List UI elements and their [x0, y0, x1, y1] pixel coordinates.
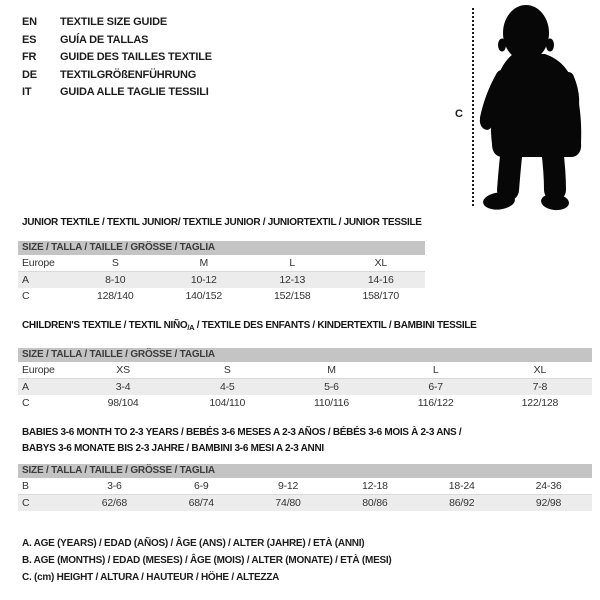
table-row	[18, 272, 425, 289]
children-heading-text-rest: / TEXTILE DES ENFANTS / KINDERTEXTIL / BAMBINI TESSILE	[194, 320, 477, 331]
table-cell: 9-12	[245, 478, 332, 495]
table-cell: 116/122	[417, 397, 454, 409]
table-cell: 18-24	[418, 478, 505, 495]
table-cell: 122/128	[521, 397, 559, 409]
table-row	[18, 255, 425, 272]
babies-heading-line1: BABIES 3-6 MONTH TO 2-3 YEARS / BEBÉS 3-6 MESES A 2-3 AÑOS / BÉBÉS 3-6 MOIS À 2-3 ANS /	[22, 427, 462, 438]
table-cell: 104/110	[209, 397, 246, 409]
table-cell: 62/68	[71, 495, 158, 512]
babies-heading-line2: BABYS 3-6 MONATE BIS 2-3 JAHRE / BAMBINI 3-6 MESI A 2-3 ANNI	[22, 442, 324, 454]
table-row	[18, 362, 592, 379]
legend-line: A. AGE (YEARS) / EDAD (AÑOS) / ÂGE (ANS) / ALTER (JAHRE) / ETÀ (ANNI)	[22, 538, 365, 549]
language-code: EN	[22, 16, 37, 28]
language-row	[22, 67, 212, 85]
row-label: C	[22, 397, 30, 409]
table-cell: 24-36	[505, 478, 592, 495]
table-cell: L	[248, 255, 337, 272]
row-label: C	[22, 290, 30, 302]
table-cell: 12-18	[331, 478, 418, 495]
baby-figure-area	[440, 0, 600, 220]
table-cell: 6-9	[158, 478, 245, 495]
children-section-heading	[22, 320, 477, 334]
table-row	[18, 395, 592, 411]
babies-section-heading	[22, 425, 461, 456]
junior-section-heading: JUNIOR TEXTILE / TEXTIL JUNIOR/ TEXTILE JUNIOR / JUNIORTEXTIL / JUNIOR TESSILE	[22, 217, 422, 228]
table-cell: 3-6	[71, 478, 158, 495]
table-cell: S	[175, 362, 279, 379]
language-row	[22, 84, 212, 102]
table-cell: 10-12	[160, 272, 249, 289]
table-cell: M	[160, 255, 249, 272]
row-label: C	[18, 495, 71, 512]
height-measure-label: C	[455, 108, 463, 120]
table-cell: 14-16	[337, 272, 426, 289]
language-row	[22, 14, 212, 32]
table-row	[18, 495, 592, 512]
table-cell: 140/152	[185, 290, 223, 302]
language-row	[22, 32, 212, 50]
table-cell: L	[384, 362, 488, 379]
table-cell: S	[71, 255, 160, 272]
children-size-table	[18, 348, 592, 411]
language-title: GUÍA DE TALLAS	[60, 33, 149, 46]
table-cell: 12-13	[248, 272, 337, 289]
language-code: FR	[22, 51, 37, 63]
table-cell: XL	[488, 362, 592, 379]
table-cell: 74/80	[245, 495, 332, 512]
table-cell: 92/98	[505, 495, 592, 512]
size-header-bar: SIZE / TALLA / TAILLE / GRÖSSE / TAGLIA	[18, 241, 425, 255]
babies-size-table	[18, 464, 592, 511]
table-cell: M	[279, 362, 383, 379]
baby-silhouette-icon	[478, 2, 600, 214]
row-label: A	[18, 272, 71, 289]
size-header-bar: SIZE / TALLA / TAILLE / GRÖSSE / TAGLIA	[18, 348, 592, 362]
table-cell: 128/140	[96, 290, 134, 302]
row-label: B	[18, 478, 71, 495]
size-header-bar: SIZE / TALLA / TAILLE / GRÖSSE / TAGLIA	[18, 464, 592, 478]
language-row	[22, 49, 212, 67]
table-cell: 3-4	[71, 379, 175, 396]
table-row	[18, 379, 592, 396]
table-cell: 5-6	[279, 379, 383, 396]
table-cell: 110/116	[313, 397, 349, 409]
language-title-list	[22, 14, 212, 102]
table-cell: 152/158	[273, 290, 311, 302]
junior-size-table	[18, 241, 425, 304]
size-table-grid	[18, 362, 592, 411]
table-cell: 80/86	[331, 495, 418, 512]
table-cell: XL	[337, 255, 426, 272]
table-cell: XS	[71, 362, 175, 379]
table-cell: 86/92	[418, 495, 505, 512]
table-cell: 8-10	[71, 272, 160, 289]
table-cell: 158/170	[362, 290, 400, 302]
table-cell: 98/104	[107, 397, 139, 409]
row-label: A	[18, 379, 71, 396]
language-title: GUIDE DES TAILLES TEXTILE	[60, 51, 212, 63]
language-title: TEXTILGRÖßENFÜHRUNG	[60, 68, 197, 81]
table-row	[18, 478, 592, 495]
language-code: IT	[22, 86, 32, 98]
table-cell: 7-8	[488, 379, 592, 396]
table-cell: 4-5	[175, 379, 279, 396]
children-heading-subscript: /A	[187, 323, 195, 332]
table-cell: 6-7	[384, 379, 488, 396]
legend-line: C. (cm) HEIGHT / ALTURA / HAUTEUR / HÖHE / ALTEZZA	[22, 572, 280, 584]
children-heading-text: CHILDREN'S TEXTILE / TEXTIL NIÑO	[22, 320, 188, 331]
height-measure-dotted-line	[472, 8, 474, 206]
size-table-grid	[18, 478, 592, 511]
language-title: TEXTILE SIZE GUIDE	[60, 16, 168, 28]
legend-line: B. AGE (MONTHS) / EDAD (MESES) / ÂGE (MOIS) / ALTER (MONATE) / ETÀ (MESI)	[22, 555, 392, 567]
table-row	[18, 288, 425, 304]
measurement-legend	[22, 535, 392, 587]
row-label: Europe	[18, 362, 71, 379]
language-code: DE	[22, 68, 37, 81]
row-label: Europe	[18, 255, 71, 272]
language-code: ES	[22, 33, 37, 46]
size-table-grid	[18, 255, 425, 304]
table-cell: 68/74	[158, 495, 245, 512]
language-title: GUIDA ALLE TAGLIE TESSILI	[60, 86, 209, 98]
